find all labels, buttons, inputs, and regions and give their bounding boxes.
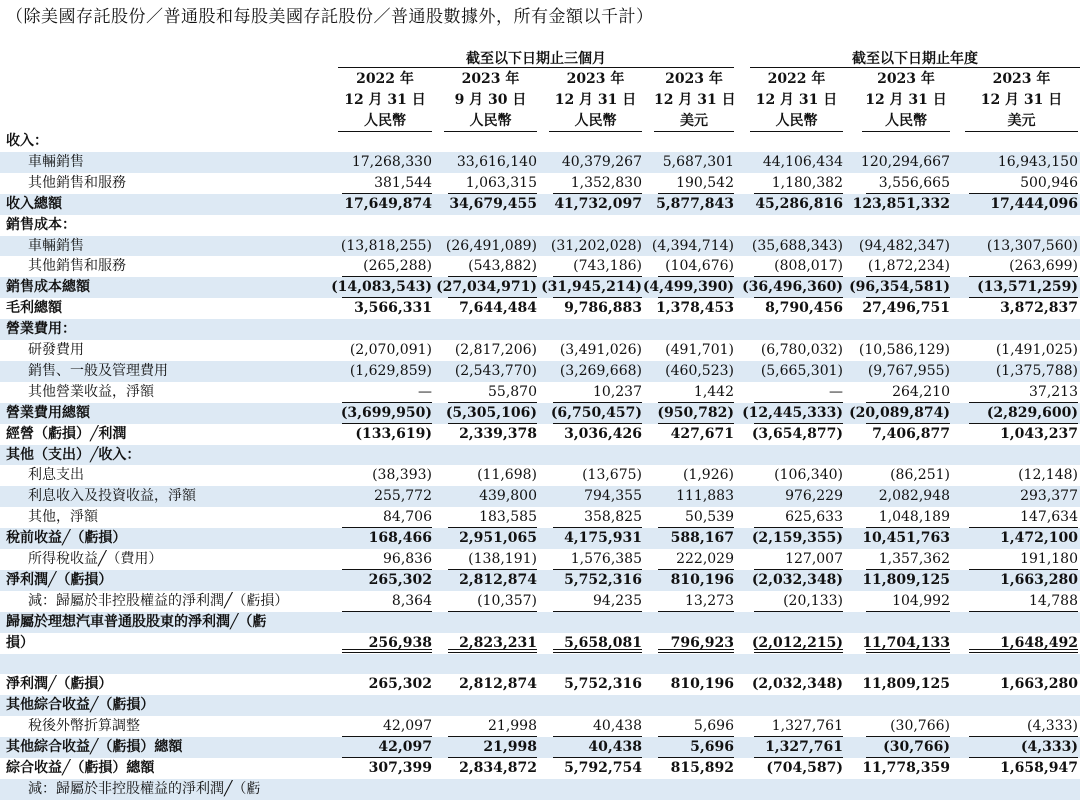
cell-value: 381,544 bbox=[374, 174, 432, 191]
cell-value: 427,671 bbox=[670, 425, 734, 442]
table-row bbox=[0, 256, 1080, 277]
cell-value: 11,809,125 bbox=[862, 571, 950, 588]
cell-value: 1,043,237 bbox=[1000, 425, 1078, 442]
group-header-year: 截至以下日期止年度 bbox=[852, 51, 978, 67]
cell-value: 44,106,434 bbox=[762, 153, 843, 170]
cell-value: 2,823,231 bbox=[459, 634, 537, 651]
column-header-date: 12 月 31 日 bbox=[755, 92, 838, 108]
cell-value: (133,619) bbox=[355, 425, 432, 442]
column-header-year: 2023 年 bbox=[992, 71, 1051, 87]
cell-value: (2,032,348) bbox=[751, 571, 843, 588]
row-label: 損） bbox=[6, 634, 34, 651]
table-row bbox=[0, 361, 1080, 382]
row-label: 綜合收益╱（虧損）總額 bbox=[6, 760, 155, 776]
cell-value: 2,834,872 bbox=[459, 760, 537, 776]
table-row bbox=[0, 465, 1080, 486]
cell-value: 5,752,316 bbox=[564, 571, 642, 588]
column-header-year: 2023 年 bbox=[566, 71, 625, 87]
cell-value: 794,355 bbox=[584, 488, 642, 505]
cell-value: 2,082,948 bbox=[878, 488, 950, 505]
row-label: 所得稅收益╱（費用） bbox=[28, 551, 163, 567]
cell-value: 21,998 bbox=[483, 739, 537, 756]
column-header-year: 2022 年 bbox=[767, 71, 826, 87]
column-header-cur: 人民幣 bbox=[469, 113, 512, 129]
cell-value: (3,699,950) bbox=[340, 404, 432, 421]
cell-value: (2,070,091) bbox=[349, 342, 432, 358]
cell-value: 3,036,426 bbox=[564, 425, 642, 442]
cell-value: 1,327,761 bbox=[765, 739, 843, 756]
cell-value: (265,288) bbox=[363, 258, 432, 275]
cell-value: 976,229 bbox=[785, 488, 843, 505]
row-label: 減：歸屬於非控股權益的淨利潤╱（虧 bbox=[28, 780, 261, 797]
cell-value: 810,196 bbox=[670, 571, 734, 588]
cell-value: 33,616,140 bbox=[456, 153, 537, 170]
cell-value: (263,699) bbox=[1009, 258, 1078, 275]
table-row bbox=[0, 277, 1080, 298]
cell-value: 111,883 bbox=[676, 488, 734, 505]
cell-value: 1,378,453 bbox=[656, 300, 734, 317]
cell-value: 256,938 bbox=[368, 634, 432, 651]
row-label: 利息收入及投資收益，淨額 bbox=[28, 488, 196, 505]
cell-value: 1,658,947 bbox=[1000, 760, 1078, 776]
table-row bbox=[0, 612, 1080, 633]
cell-value: 1,357,362 bbox=[878, 551, 950, 567]
cell-value: 358,825 bbox=[584, 509, 642, 526]
table-row bbox=[0, 570, 1080, 591]
row-label: 淨利潤╱（虧損） bbox=[6, 676, 113, 693]
table-row bbox=[0, 236, 1080, 257]
cell-value: 40,438 bbox=[593, 718, 642, 735]
units-note: （除美國存託股份／普通股和每股美國存託股份／普通股數據外，所有金額以千計） bbox=[6, 7, 654, 27]
cell-value: (6,780,032) bbox=[760, 342, 843, 358]
table-row bbox=[0, 737, 1080, 758]
column-header-cur: 人民幣 bbox=[574, 113, 617, 129]
column-header-cur: 人民幣 bbox=[364, 113, 406, 129]
cell-value: 17,268,330 bbox=[351, 153, 432, 170]
cell-value: 94,235 bbox=[593, 592, 642, 609]
row-label: 其他綜合收益╱（虧損） bbox=[6, 697, 155, 714]
cell-value: 1,063,315 bbox=[465, 174, 537, 191]
cell-value: 2,339,378 bbox=[459, 425, 537, 442]
table-row bbox=[0, 486, 1080, 507]
cell-value: (13,818,255) bbox=[340, 237, 432, 254]
cell-value: (94,482,347) bbox=[858, 237, 950, 254]
cell-value: (30,766) bbox=[890, 718, 950, 735]
table-row bbox=[0, 528, 1080, 549]
table-row bbox=[0, 674, 1080, 695]
row-label: 毛利總額 bbox=[6, 300, 62, 317]
cell-value: (3,269,668) bbox=[559, 362, 642, 379]
cell-value: 34,679,455 bbox=[449, 195, 537, 212]
table-row bbox=[0, 131, 1080, 152]
cell-value: (12,445,333) bbox=[742, 404, 843, 421]
cell-value: 222,029 bbox=[676, 551, 734, 567]
cell-value: 1,663,280 bbox=[1000, 676, 1078, 693]
cell-value: (27,034,971) bbox=[436, 279, 537, 296]
cell-value: 96,836 bbox=[383, 551, 432, 567]
table-row bbox=[0, 758, 1080, 779]
cell-value: (86,251) bbox=[890, 467, 950, 484]
cell-value: (138,191) bbox=[468, 551, 537, 567]
cell-value: 8,790,456 bbox=[765, 300, 843, 317]
cell-value: (31,945,214) bbox=[541, 279, 642, 296]
cell-value: — bbox=[829, 383, 843, 400]
cell-value: 1,648,492 bbox=[1000, 634, 1078, 651]
cell-value: 1,327,761 bbox=[771, 718, 843, 735]
column-header-date: 12 月 31 日 bbox=[554, 92, 637, 108]
cell-value: 190,542 bbox=[676, 174, 734, 191]
cell-value: 27,496,751 bbox=[862, 300, 950, 317]
cell-value: (3,654,877) bbox=[751, 425, 843, 442]
table-row bbox=[0, 424, 1080, 445]
cell-value: (1,375,788) bbox=[995, 362, 1078, 379]
row-label: 其他綜合收益╱（虧損）總額 bbox=[6, 739, 183, 756]
cell-value: (10,357) bbox=[477, 592, 537, 609]
cell-value: 16,943,150 bbox=[997, 153, 1078, 170]
row-label: 淨利潤╱（虧損） bbox=[6, 571, 113, 588]
column-header-cur: 美元 bbox=[1007, 113, 1036, 129]
row-label: 其他（支出）╱收入： bbox=[6, 446, 141, 463]
cell-value: 127,007 bbox=[785, 551, 843, 567]
cell-value: 10,237 bbox=[593, 383, 642, 400]
table-row bbox=[0, 298, 1080, 319]
cell-value: 84,706 bbox=[383, 509, 432, 526]
cell-value: 500,946 bbox=[1020, 174, 1078, 191]
cell-value: 3,872,837 bbox=[1000, 300, 1078, 317]
cell-value: (4,333) bbox=[1026, 718, 1078, 735]
cell-value: (11,698) bbox=[477, 467, 537, 484]
column-header-year: 2023 年 bbox=[877, 71, 935, 87]
cell-value: 4,175,931 bbox=[564, 530, 642, 547]
row-label: 利息支出 bbox=[28, 467, 84, 484]
cell-value: 13,273 bbox=[685, 592, 734, 609]
table-row bbox=[0, 633, 1080, 654]
table-row bbox=[0, 403, 1080, 424]
column-header-year: 2023 年 bbox=[665, 71, 723, 87]
row-label: 其他營業收益，淨額 bbox=[28, 383, 154, 400]
cell-value: 1,352,830 bbox=[570, 174, 642, 191]
cell-value: 21,998 bbox=[488, 718, 537, 735]
cell-value: (1,926) bbox=[682, 467, 734, 484]
column-header-date: 12 月 31 日 bbox=[865, 92, 947, 108]
cell-value: 50,539 bbox=[685, 509, 734, 526]
table-row bbox=[0, 591, 1080, 612]
cell-value: (491,701) bbox=[665, 342, 734, 358]
cell-value: 265,302 bbox=[368, 676, 432, 693]
column-header-cur: 美元 bbox=[680, 113, 708, 129]
table-row bbox=[0, 654, 1080, 675]
group-header-quarter: 截至以下日期止三個月 bbox=[466, 51, 606, 67]
cell-value: (4,499,390) bbox=[642, 279, 734, 296]
cell-value: (2,012,215) bbox=[751, 634, 843, 651]
cell-value: 183,585 bbox=[479, 509, 537, 526]
cell-value: 120,294,667 bbox=[860, 153, 950, 170]
row-label: 稅前收益╱（虧損） bbox=[6, 530, 127, 547]
cell-value: 3,556,665 bbox=[878, 174, 950, 191]
cell-value: 5,752,316 bbox=[564, 676, 642, 693]
cell-value: 2,951,065 bbox=[459, 530, 537, 547]
cell-value: 255,772 bbox=[374, 488, 432, 505]
cell-value: 42,097 bbox=[378, 739, 432, 756]
cell-value: 2,812,874 bbox=[459, 676, 537, 693]
cell-value: 2,812,874 bbox=[459, 571, 537, 588]
cell-value: (13,571,259) bbox=[977, 279, 1078, 296]
cell-value: (743,186) bbox=[573, 258, 642, 275]
row-label: 歸屬於理想汽車普通股股東的淨利潤╱（虧 bbox=[6, 613, 267, 630]
row-label: 其他銷售和服務 bbox=[28, 258, 126, 275]
row-label: 其他，淨額 bbox=[28, 509, 98, 526]
cell-value: (704,587) bbox=[766, 760, 843, 776]
row-label: 其他銷售和服務 bbox=[28, 174, 126, 191]
cell-value: (950,782) bbox=[657, 404, 734, 421]
cell-value: (2,829,600) bbox=[986, 404, 1078, 421]
cell-value: 1,048,189 bbox=[878, 509, 950, 526]
row-label: 稅後外幣折算調整 bbox=[28, 718, 140, 735]
row-label: 減：歸屬於非控股權益的淨利潤╱（虧損） bbox=[28, 592, 289, 609]
cell-value: (26,491,089) bbox=[445, 237, 537, 254]
table-row bbox=[0, 382, 1080, 403]
table-row bbox=[0, 507, 1080, 528]
cell-value: 168,466 bbox=[368, 530, 432, 547]
cell-value: (96,354,581) bbox=[849, 279, 950, 296]
cell-value: (10,586,129) bbox=[858, 342, 950, 358]
cell-value: (12,148) bbox=[1018, 467, 1078, 484]
cell-value: 5,792,754 bbox=[564, 760, 642, 776]
table-row bbox=[0, 695, 1080, 716]
cell-value: 796,923 bbox=[670, 634, 734, 651]
cell-value: (5,305,106) bbox=[445, 404, 537, 421]
cell-value: 293,377 bbox=[1020, 488, 1078, 505]
cell-value: 123,851,332 bbox=[852, 195, 950, 212]
column-header-cur: 人民幣 bbox=[775, 113, 818, 129]
cell-value: 264,210 bbox=[892, 383, 950, 400]
cell-value: (6,750,457) bbox=[550, 404, 642, 421]
cell-value: 5,696 bbox=[690, 739, 734, 756]
cell-value: 1,576,385 bbox=[570, 551, 642, 567]
cell-value: (20,133) bbox=[783, 592, 843, 609]
cell-value: 1,180,382 bbox=[771, 174, 843, 191]
cell-value: 11,778,359 bbox=[862, 760, 950, 776]
row-label: 研發費用 bbox=[28, 342, 84, 358]
row-label: 車輛銷售 bbox=[28, 237, 84, 254]
row-label: 營業費用總額 bbox=[6, 404, 90, 421]
cell-value: 7,406,877 bbox=[872, 425, 950, 442]
cell-value: (35,688,343) bbox=[751, 237, 843, 254]
cell-value: 8,364 bbox=[391, 592, 432, 609]
cell-value: (4,394,714) bbox=[651, 237, 734, 254]
cell-value: 45,286,816 bbox=[755, 195, 843, 212]
cell-value: (9,767,955) bbox=[867, 362, 950, 379]
cell-value: (543,882) bbox=[468, 258, 537, 275]
cell-value: 3,566,331 bbox=[354, 300, 432, 317]
cell-value: 588,167 bbox=[670, 530, 734, 547]
column-header-date: 12 月 31 日 bbox=[344, 92, 426, 108]
cell-value: 55,870 bbox=[488, 383, 537, 400]
cell-value: (13,307,560) bbox=[986, 237, 1078, 254]
cell-value: 5,877,843 bbox=[656, 195, 734, 212]
cell-value: (20,089,874) bbox=[849, 404, 950, 421]
cell-value: (14,083,543) bbox=[331, 279, 432, 296]
cell-value: 5,696 bbox=[693, 718, 734, 735]
cell-value: (36,496,360) bbox=[742, 279, 843, 296]
column-header-year: 2023 年 bbox=[461, 71, 520, 87]
column-header-date: 9 月 30 日 bbox=[454, 92, 527, 108]
row-label: 收入總額 bbox=[6, 195, 62, 212]
cell-value: 147,634 bbox=[1020, 509, 1078, 526]
cell-value: 14,788 bbox=[1029, 592, 1078, 609]
table-row bbox=[0, 340, 1080, 361]
cell-value: 307,399 bbox=[368, 760, 432, 776]
cell-value: (2,159,355) bbox=[751, 530, 843, 547]
table-row bbox=[0, 779, 1080, 800]
cell-value: — bbox=[418, 383, 432, 400]
cell-value: (106,340) bbox=[774, 467, 843, 484]
cell-value: (31,202,028) bbox=[550, 237, 642, 254]
cell-value: 625,633 bbox=[785, 509, 843, 526]
cell-value: 5,687,301 bbox=[662, 153, 734, 170]
cell-value: 815,892 bbox=[670, 760, 734, 776]
cell-value: 17,444,096 bbox=[990, 195, 1078, 212]
row-label: 銷售成本總額 bbox=[6, 279, 90, 296]
cell-value: (4,333) bbox=[1020, 739, 1078, 756]
column-header-cur: 人民幣 bbox=[885, 113, 927, 129]
row-label: 銷售成本： bbox=[6, 216, 76, 233]
cell-value: 5,658,081 bbox=[564, 634, 642, 651]
cell-value: (13,675) bbox=[582, 467, 642, 484]
cell-value: 104,992 bbox=[892, 592, 950, 609]
cell-value: 7,644,484 bbox=[459, 300, 537, 317]
cell-value: (30,766) bbox=[883, 739, 950, 756]
column-header-date: 12 月 31 日 bbox=[980, 92, 1063, 108]
cell-value: 11,704,133 bbox=[862, 634, 950, 651]
cell-value: (1,491,025) bbox=[995, 342, 1078, 358]
cell-value: (38,393) bbox=[372, 467, 432, 484]
table-row bbox=[0, 319, 1080, 340]
cell-value: (808,017) bbox=[774, 258, 843, 275]
cell-value: 191,180 bbox=[1020, 551, 1078, 567]
cell-value: (460,523) bbox=[665, 362, 734, 379]
table-row bbox=[0, 215, 1080, 236]
cell-value: 41,732,097 bbox=[554, 195, 642, 212]
table-row bbox=[0, 152, 1080, 173]
cell-value: 265,302 bbox=[368, 571, 432, 588]
column-header-date: 12 月 31 日 bbox=[654, 92, 736, 108]
cell-value: 40,379,267 bbox=[561, 153, 642, 170]
cell-value: 42,097 bbox=[383, 718, 432, 735]
cell-value: (2,817,206) bbox=[454, 342, 537, 358]
cell-value: (5,665,301) bbox=[760, 362, 843, 379]
cell-value: 17,649,874 bbox=[344, 195, 432, 212]
cell-value: 37,213 bbox=[1029, 383, 1078, 400]
cell-value: 1,663,280 bbox=[1000, 571, 1078, 588]
table-row bbox=[0, 445, 1080, 466]
row-label: 經營（虧損）╱利潤 bbox=[6, 425, 127, 442]
cell-value: 9,786,883 bbox=[564, 300, 642, 317]
row-label: 車輛銷售 bbox=[28, 153, 84, 170]
column-header-year: 2022 年 bbox=[356, 71, 414, 87]
cell-value: 1,472,100 bbox=[1000, 530, 1078, 547]
table-row bbox=[0, 194, 1080, 215]
cell-value: 1,442 bbox=[693, 383, 734, 400]
cell-value: (104,676) bbox=[665, 258, 734, 275]
table-row bbox=[0, 716, 1080, 737]
cell-value: (1,629,859) bbox=[349, 362, 432, 379]
row-label: 收入： bbox=[6, 133, 48, 149]
cell-value: (1,872,234) bbox=[867, 258, 950, 275]
cell-value: 810,196 bbox=[670, 676, 734, 693]
row-label: 銷售、一般及管理費用 bbox=[28, 362, 168, 379]
cell-value: (3,491,026) bbox=[559, 342, 642, 358]
cell-value: 439,800 bbox=[479, 488, 537, 505]
cell-value: 11,809,125 bbox=[862, 676, 950, 693]
cell-value: (2,543,770) bbox=[454, 362, 537, 379]
cell-value: (2,032,348) bbox=[751, 676, 843, 693]
cell-value: 40,438 bbox=[588, 739, 642, 756]
cell-value: 10,451,763 bbox=[862, 530, 950, 547]
table-row bbox=[0, 173, 1080, 194]
table-row bbox=[0, 549, 1080, 570]
row-label: 營業費用： bbox=[6, 321, 76, 338]
